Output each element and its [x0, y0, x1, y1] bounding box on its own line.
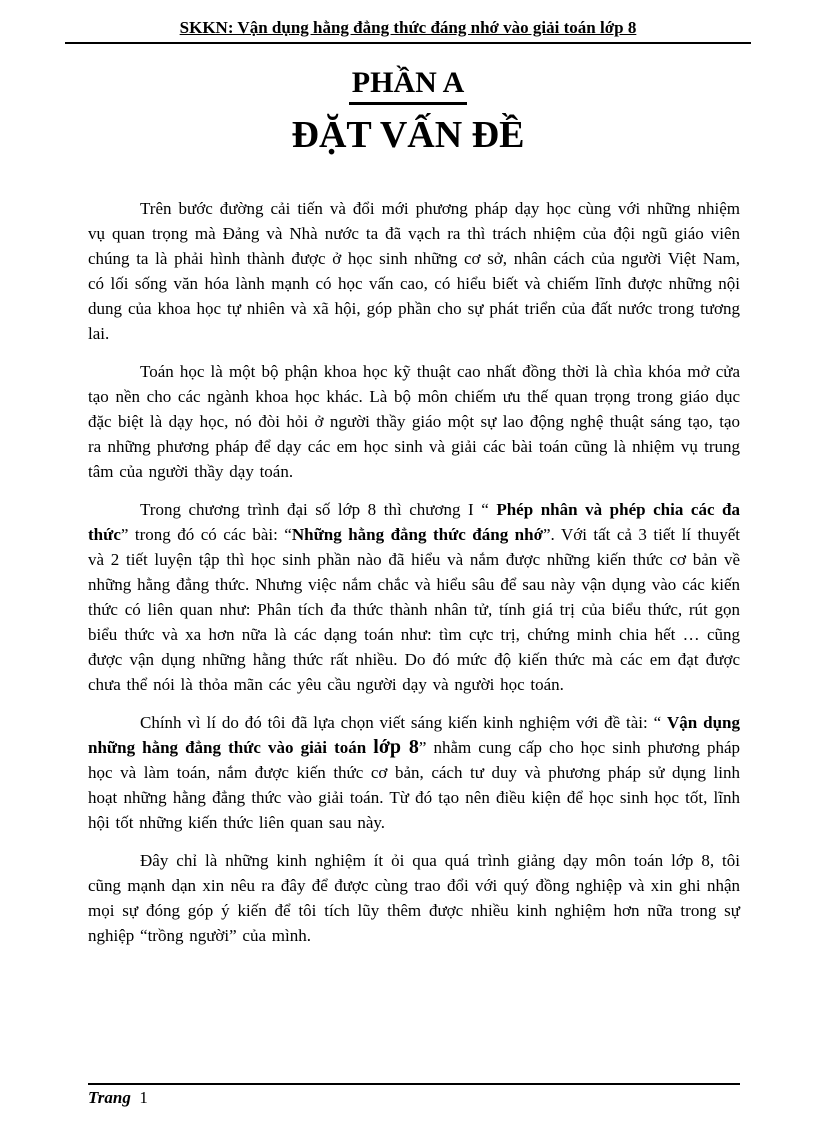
- text-run: Toán học là một bộ phận khoa học kỹ thuật cao nhất đồng thời là chìa khóa mở cửa tạo nền cho các ngành khoa học khác. Là bộ môn chiếm ưu thế quan trọng trong giáo dục đặc biệt là dạy học, nó đòi hỏi ở người thầy giáo một sự lao động nghệ thuật sáng tạo, tạo ra những phương pháp để dạy các em học sinh và giải các bài toán cũng là nhiệm vụ trung tâm của người thầy dạy toán.: [88, 362, 740, 481]
- paragraph: [88, 359, 740, 484]
- paragraph: [88, 848, 740, 948]
- emphasized-text-run: lớp 8: [373, 736, 419, 758]
- paragraph: [88, 710, 740, 835]
- text-run: ” nhằm cung cấp cho học sinh phương pháp học và làm toán, nắm được kiến thức cơ bản, cách tư duy và phương pháp sử dụng linh hoạt những hằng đẳng thức vào giải toán. Từ đó tạo nên điều kiện để học sinh học tốt, lĩnh hội tốt những kiến thức liên quan sau này.: [88, 738, 740, 832]
- text-run: ” trong đó có các bài: “: [120, 525, 292, 544]
- running-header-text: SKKN: Vận dụng hằng đẳng thức đáng nhớ vào giải toán lớp 8: [179, 18, 637, 37]
- emphasized-text-run: Phép nhân và phép chia các đa thức: [88, 500, 740, 544]
- footer-page-number: 1: [139, 1088, 148, 1107]
- section-heading: ĐẶT VẤN ĐỀ: [291, 114, 525, 156]
- text-run: Chính vì lí do đó tôi đã lựa chọn viết sáng kiến kinh nghiệm với đề tài: “: [140, 713, 668, 732]
- text-run: Trong chương trình đại số lớp 8 thì chương I “: [140, 500, 497, 519]
- footer-rule: [88, 1083, 740, 1085]
- paragraph: [88, 497, 740, 697]
- page-footer: [88, 1088, 148, 1108]
- text-run: ”. Với tất cả 3 tiết lí thuyết và 2 tiết luyện tập thì học sinh phần nào đã hiểu và nắm được những kiến thức cơ bản về những hằng đẳng thức. Nhưng việc nắm chắc và hiểu sâu để sau này vận dụng vào các kiến thức có liên quan như: Phân tích đa thức thành nhân tử, tính giá trị của biểu thức, rút gọn biểu thức và xa hơn nữa là các dạng toán như: tìm cực trị, chứng minh chia hết … cũng được vận dụng những hằng thức rất nhiều. Do đó mức độ kiến thức mà các em đạt được chưa thể nói là thỏa mãn các yêu cầu người dạy và người học toán.: [88, 525, 740, 694]
- paragraph: [88, 196, 740, 346]
- emphasized-text-run: Những hằng đẳng thức đáng nhớ: [291, 525, 543, 544]
- footer-page-label: Trang: [88, 1088, 131, 1107]
- section-label: PHẦN A: [349, 66, 468, 105]
- document-body: [88, 196, 740, 961]
- title-block: [0, 66, 816, 157]
- running-header: [65, 17, 751, 44]
- emphasized-text-run: Vận dụng những hằng đẳng thức vào giải toán: [88, 713, 740, 757]
- text-run: Trên bước đường cải tiến và đổi mới phương pháp dạy học cùng với những nhiệm vụ quan trọng mà Đảng và Nhà nước ta đã vạch ra thì trách nhiệm của đội ngũ giáo viên chúng ta là phải hình thành được ở học sinh những cơ sở, nhân cách của người Việt Nam, có lối sống văn hóa lành mạnh có học vấn cao, có hiểu biết và chiếm lĩnh được những nội dung của khoa học tự nhiên và xã hội, góp phần cho sự phát triển của đất nước trong tương lai.: [88, 199, 740, 343]
- text-run: Đây chỉ là những kinh nghiệm ít ỏi qua quá trình giảng dạy môn toán lớp 8, tôi cũng mạnh dạn xin nêu ra đây để được cùng trao đổi với quý đồng nghiệp và xin ghi nhận mọi sự đóng góp ý kiến để tôi tích lũy thêm được nhiều kinh nghiệm hơn nữa trong sự nghiệp “trồng người” của mình.: [88, 851, 740, 945]
